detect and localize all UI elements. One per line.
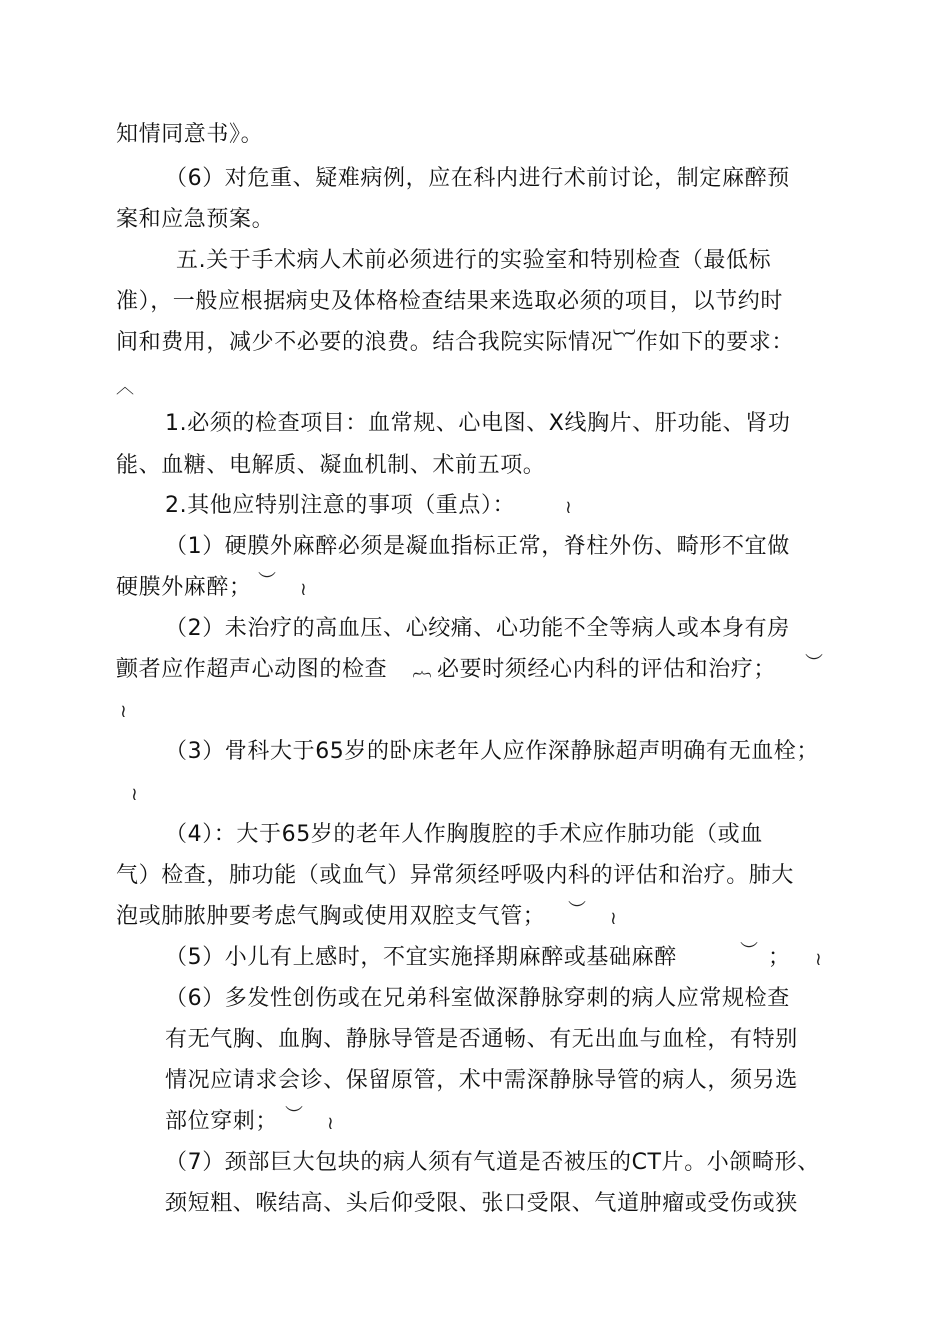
- list-item: 1.必须的检查项目：血常规、心电图、X线胸片、肝功能、肾功: [165, 411, 791, 436]
- list-item: （4）：大于65岁的老年人作胸腹腔的手术应作肺功能（或血: [165, 822, 763, 847]
- scan-mark: ≀: [565, 497, 572, 518]
- text-line: 气）检查，肺功能（或血气）异常须经呼吸内科的评估和治疗。肺大: [116, 863, 795, 888]
- text-line: 有无气胸、血胸、静脉导管是否通畅、有无出血与血栓，有特别: [165, 1027, 798, 1052]
- scan-mark: ≀: [120, 701, 127, 722]
- list-item: （1）硬膜外麻醉必须是凝血指标正常，脊柱外伤、畸形不宜做: [165, 534, 790, 559]
- text-line: 颈短粗、喉结高、头后仰受限、张口受限、气道肿瘤或受伤或狭: [165, 1191, 798, 1216]
- scan-mark: ︶: [258, 571, 276, 592]
- scan-mark: ︿: [116, 377, 134, 398]
- list-item: （2）未治疗的高血压、心绞痛、心功能不全等病人或本身有房: [165, 616, 790, 641]
- section-heading: 五.关于手术病人术前必须进行的实验室和特别检查（最低标: [176, 248, 772, 273]
- text-line: 案和应急预案。: [116, 207, 275, 232]
- list-item: （6）多发性创伤或在兄弟科室做深静脉穿刺的病人应常规检查: [165, 986, 790, 1011]
- scan-mark: ︶: [740, 941, 758, 962]
- text-line: 必要时须经心内科的评估和治疗；: [437, 657, 777, 682]
- text-line: 硬膜外麻醉；: [116, 575, 252, 600]
- scan-mark: ︶: [285, 1105, 303, 1126]
- list-item: （5）小儿有上感时，不宜实施择期麻醉或基础麻醉: [165, 945, 677, 970]
- text-line: 准），一般应根据病史及体格检查结果来选取必须的项目，以节约时: [116, 289, 784, 314]
- text-line: 知情同意书》。: [116, 122, 264, 147]
- scan-mark: ︷: [413, 659, 431, 680]
- text-line: 泡或肺脓肿要考虑气胸或使用双腔支气管；: [116, 904, 546, 929]
- text-line: 颤者应作超声心动图的检查: [116, 657, 388, 682]
- text-line: 间和费用，减少不必要的浪费。结合我院实际情况︸作如下的要求：: [116, 330, 795, 355]
- scan-mark: ︶: [805, 653, 823, 674]
- text-line: ；: [768, 945, 791, 970]
- list-item: （7）颈部巨大包块的病人须有气道是否被压的CT片。小颌畸形、: [165, 1150, 820, 1175]
- scan-mark: ≀: [131, 784, 138, 805]
- scan-mark: ≀: [815, 949, 822, 970]
- scan-mark: ≀: [327, 1113, 334, 1134]
- list-item: （3）骨科大于65岁的卧床老年人应作深静脉超声明确有无血栓；: [165, 739, 819, 764]
- text-line: 情况应请求会诊、保留原管，术中需深静脉导管的病人，须另选: [165, 1068, 798, 1093]
- text-line: （6）对危重、疑难病例，应在科内进行术前讨论，制定麻醉预: [165, 166, 790, 191]
- scan-mark: ︶: [568, 900, 586, 921]
- scan-mark: ≀: [300, 579, 307, 600]
- text-line: 部位穿刺；: [165, 1109, 279, 1134]
- list-item: 2.其他应特别注意的事项（重点）：: [165, 493, 516, 518]
- scan-mark: ≀: [610, 908, 617, 929]
- text-line: 能、血糖、电解质、凝血机制、术前五项。: [116, 453, 546, 478]
